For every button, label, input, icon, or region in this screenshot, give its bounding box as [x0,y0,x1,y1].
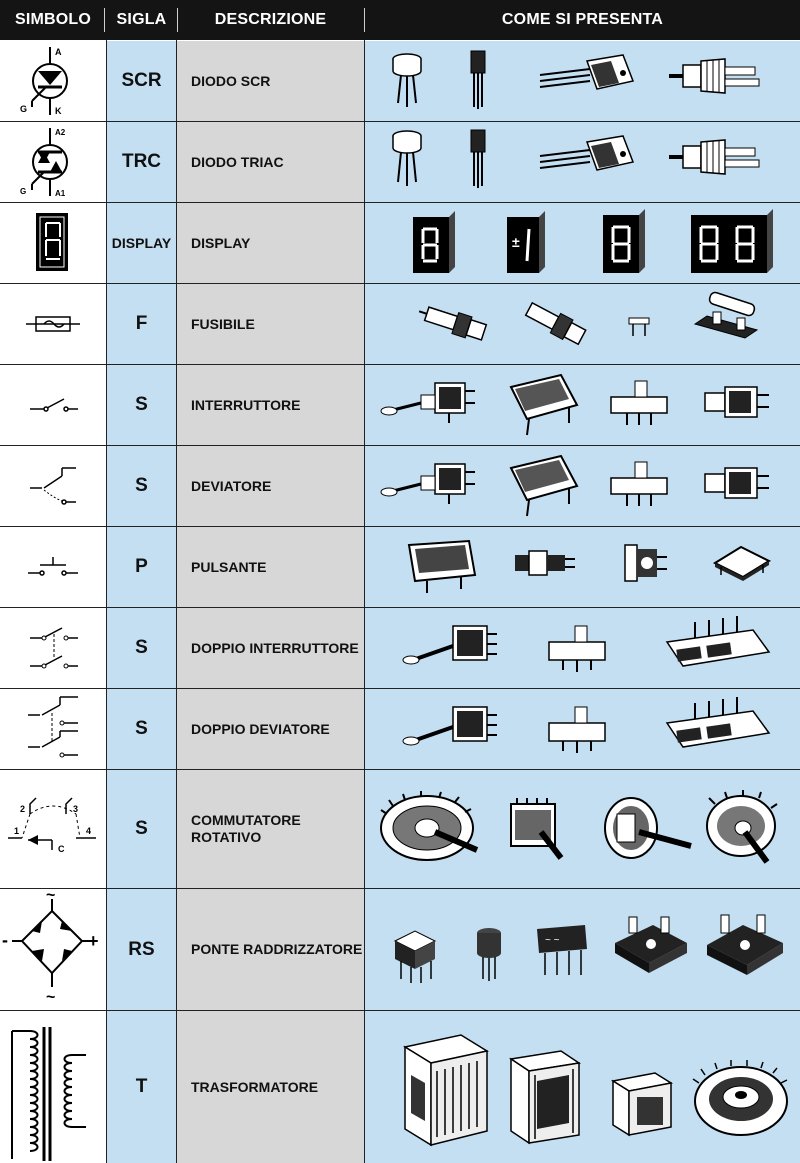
switch-spdt-symbol-icon [0,446,106,526]
photos-cell [365,527,800,607]
sigla-cell: RS [107,889,176,1010]
sigla-cell: F [107,284,176,364]
ac-input-label: ~ [46,989,56,1006]
header-divider [104,8,105,32]
photos-cell [365,1011,800,1163]
photos-cell [365,889,800,1010]
positive-output-label: + [88,931,99,951]
table-header [0,0,800,40]
switch-spst-symbol-icon [0,365,106,445]
anode-label: A [55,47,62,57]
double-deviator-symbol-icon [0,689,106,769]
descrizione-cell: COMMUTATORE ROTATIVO [177,770,364,888]
slide-switch-icon [611,381,667,425]
table-row [0,527,800,607]
photos-cell [365,41,800,121]
position-2-label: 2 [20,804,26,814]
sigla-cell: S [107,446,176,526]
descrizione-cell: DIODO SCR [177,41,364,121]
descrizione-cell: FUSIBILE [177,284,364,364]
table-row [0,122,800,202]
symbol-cell [0,203,106,283]
symbol-cell [0,41,106,121]
rocker-switch-icon [511,456,577,516]
double-slide-switch-icon [549,626,605,672]
sigla-cell: DISPLAY [107,203,176,283]
table-row [0,770,800,888]
rotary-switch-open-icon [707,790,777,862]
header-come-si-presenta: COME SI PRESENTA [501,11,664,28]
fuse-symbol-icon [0,284,106,364]
double-toggle-switch-icon [403,707,497,745]
triac-symbol-icon [0,122,106,202]
negative-output-label: - [2,930,8,950]
double-toggle-switch-icon [403,626,497,664]
header-descrizione: DESCRIZIONE [214,11,327,28]
cathode-label: K [55,106,62,116]
seven-segment-symbol-icon [0,203,106,283]
photos-cell [365,446,800,526]
table-row [0,608,800,688]
bridge-metal-icon [615,917,687,973]
rotary-switch-stacked-icon [605,798,691,858]
transformer-small-icon [613,1073,671,1135]
symbol-cell [0,689,106,769]
descrizione-cell: TRASFORMATORE [177,1011,364,1163]
row-divider [0,1010,800,1011]
row-divider [0,364,800,365]
symbol-cell [0,284,106,364]
symbol-cell [0,608,106,688]
row-divider [0,121,800,122]
to92-transistor-icon [471,130,485,188]
symbol-cell [0,527,106,607]
stud-mount-icon [669,140,759,174]
transformer-symbol-icon [0,1011,106,1163]
common-label: C [58,844,65,854]
svg-text:~ ~: ~ ~ [545,935,560,946]
rotary-lever-switch-icon [705,387,769,417]
descrizione-cell: DEVIATORE [177,446,364,526]
sigla-cell: T [107,1011,176,1163]
symbol-cell [0,1011,106,1163]
transformer-open-icon [511,1051,579,1143]
to92-transistor-icon [471,51,485,109]
a1-label: A1 [55,189,66,198]
photos-cell [365,689,800,769]
descrizione-cell: DOPPIO DEVIATORE [177,689,364,769]
descrizione-cell: INTERRUTTORE [177,365,364,445]
pcb-fuse-icon [629,318,649,336]
fuse-clip-icon [695,291,757,338]
tactile-button-icon [715,547,769,581]
position-4-label: 4 [86,826,92,836]
to39-can-icon [393,54,421,107]
table-row [0,446,800,526]
column-divider [364,40,365,1163]
sigla-cell: P [107,527,176,607]
bridge-round-icon [477,928,501,981]
table-row [0,284,800,364]
header-sigla: SIGLA [116,11,167,28]
round-pushbutton-icon [515,551,575,575]
row-divider [0,769,800,770]
sigla-cell: S [107,608,176,688]
table-row [0,203,800,283]
sigla-cell: S [107,770,176,888]
row-divider [0,688,800,689]
photos-cell [365,203,800,283]
symbol-cell [0,365,106,445]
toggle-switch-icon [381,464,475,504]
bridge-rectifier-symbol-icon [0,889,106,1010]
sigla-cell: SCR [107,41,176,121]
row-divider [0,607,800,608]
bridge-inline-icon [537,925,587,975]
photos-cell [365,122,800,202]
table-row [0,889,800,1010]
rotary-switch-small-icon [511,798,561,858]
pushbutton-symbol-icon [0,527,106,607]
descrizione-cell: PONTE RADDRIZZATORE [177,889,364,1010]
sigla-cell: S [107,689,176,769]
slide-switch-icon [611,462,667,506]
position-1-label: 1 [14,826,20,836]
sigla-cell: S [107,365,176,445]
rotary-wafer-switch-icon [381,791,477,860]
position-3-label: 3 [73,804,79,814]
rotary-lever-switch-icon [705,468,769,498]
photos-cell [365,608,800,688]
ac-input-label: ~ [46,889,56,904]
photos-cell [365,770,800,888]
descrizione-cell: PULSANTE [177,527,364,607]
stud-mount-icon [669,59,759,93]
seven-segment-plus-one-icon [507,211,545,273]
double-switch-symbol-icon [0,608,106,688]
seven-segment-single-large-icon [603,209,645,273]
photos-cell [365,365,800,445]
panel-pushbutton-icon [625,545,667,581]
fuse-holder-angled-icon [524,299,587,347]
dip-switch-block-icon [667,616,769,666]
symbol-cell [0,770,106,888]
table-row [0,689,800,769]
gate-label: G [20,187,27,196]
gate-label: G [20,104,28,114]
toggle-switch-icon [381,383,475,423]
row-divider [0,526,800,527]
column-divider [106,40,107,1163]
photos-cell [365,284,800,364]
a2-label: A2 [55,128,66,137]
dip-switch-block-icon [667,697,769,747]
row-divider [0,283,800,284]
bridge-square-icon [395,931,435,983]
symbol-cell [0,446,106,526]
to39-can-icon [393,131,421,186]
symbol-cell [0,889,106,1010]
toroidal-transformer-icon [693,1060,787,1135]
svg-text:±: ± [512,234,520,250]
symbol-cell [0,122,106,202]
row-divider [0,445,800,446]
bridge-metal-large-icon [707,915,783,975]
row-divider [0,202,800,203]
to220-package-icon [540,136,633,170]
transformer-frame-icon [405,1035,487,1145]
row-divider [0,888,800,889]
descrizione-cell: DOPPIO INTERRUTTORE [177,608,364,688]
table-row [0,41,800,121]
rectangular-pushbutton-icon [409,541,475,593]
seven-segment-single-icon [413,211,455,273]
fuse-holder-panel-icon [416,301,487,343]
scr-symbol-icon [0,41,106,121]
descrizione-cell: DISPLAY [177,203,364,283]
double-slide-switch-icon [549,707,605,753]
rotary-switch-symbol-icon [0,770,106,888]
column-divider [176,40,177,1163]
header-simbolo: SIMBOLO [14,11,92,28]
rocker-switch-icon [511,375,577,435]
to220-package-icon [540,55,633,89]
table-row [0,365,800,445]
seven-segment-dual-icon [691,209,773,273]
sigla-cell: TRC [107,122,176,202]
descrizione-cell: DIODO TRIAC [177,122,364,202]
table-row [0,1011,800,1163]
